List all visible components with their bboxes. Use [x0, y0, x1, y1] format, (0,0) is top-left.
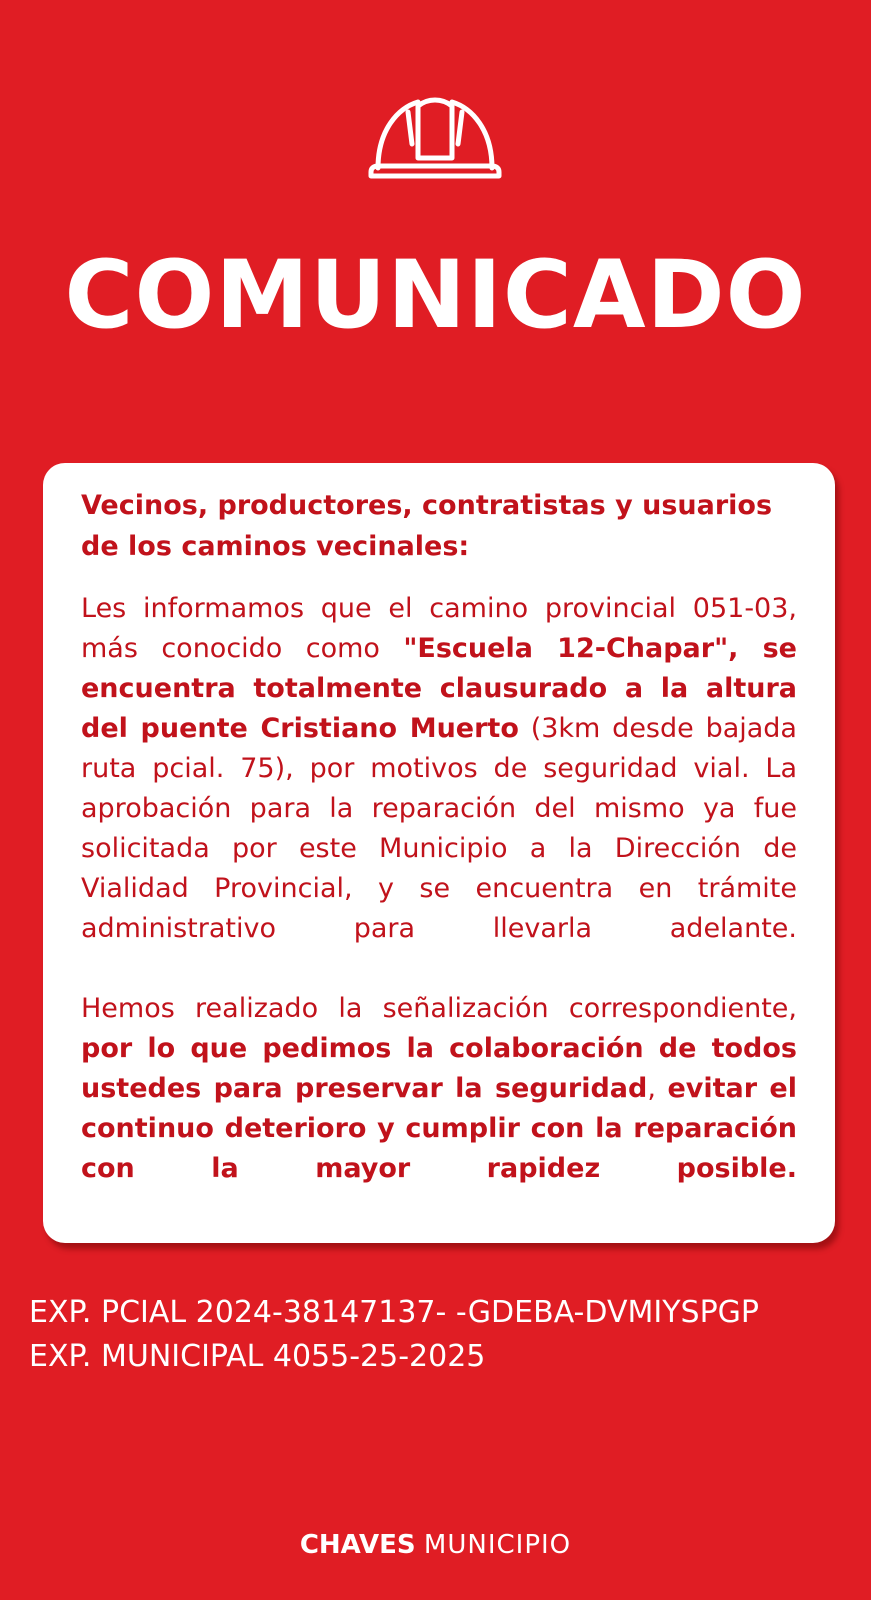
- notice-heading: Vecinos, productores, contratistas y usuarios de los caminos vecinales:: [81, 490, 773, 562]
- municipality-logo: [0, 1528, 871, 1562]
- notice-paragraph-2: [81, 989, 797, 1189]
- page-title: COMUNICADO: [64, 241, 807, 350]
- paragraph-1-intro: Les informamos que el camino provincial 051-03, más conocido como: [81, 593, 797, 664]
- paragraph-2-intro: Hemos realizado la señalización correspondiente,: [81, 993, 797, 1024]
- file-references: [29, 1291, 759, 1379]
- hard-hat-icon: [368, 88, 502, 190]
- municipal-file-number: EXP. MUNICIPAL 4055-25-2025: [29, 1339, 486, 1374]
- paragraph-2-highlight-2: evitar el continuo deterioro y cumplir con la reparación con la mayor rapidez posible.: [81, 1073, 797, 1184]
- provincial-file-number: EXP. PCIAL 2024-38147137- -GDEBA-DVMIYSPGP: [29, 1295, 760, 1330]
- brand-suffix: MUNICIPIO: [423, 1530, 572, 1560]
- notice-card: [43, 463, 835, 1243]
- paragraph-1-highlight: "Escuela 12-Chapar", se encuentra totalmente clausurado a la altura del puente Cristiano Muerto: [81, 633, 797, 744]
- paragraph-2-highlight-1: por lo que pedimos la colaboración de todos ustedes para preservar la seguridad: [81, 1033, 797, 1104]
- paragraph-2-separator: ,: [647, 1073, 668, 1104]
- notice-paragraph-1: [81, 589, 797, 949]
- brand-name: CHAVES: [299, 1530, 416, 1560]
- paragraph-1-body: (3km desde bajada ruta pcial. 75), por motivos de seguridad vial. La aprobación para la reparación del mismo ya fue solicitada por este Municipio a la Dirección de Vialidad Provincial, y se encuentra en trámite administrativo para llevarla adelante.: [81, 713, 797, 944]
